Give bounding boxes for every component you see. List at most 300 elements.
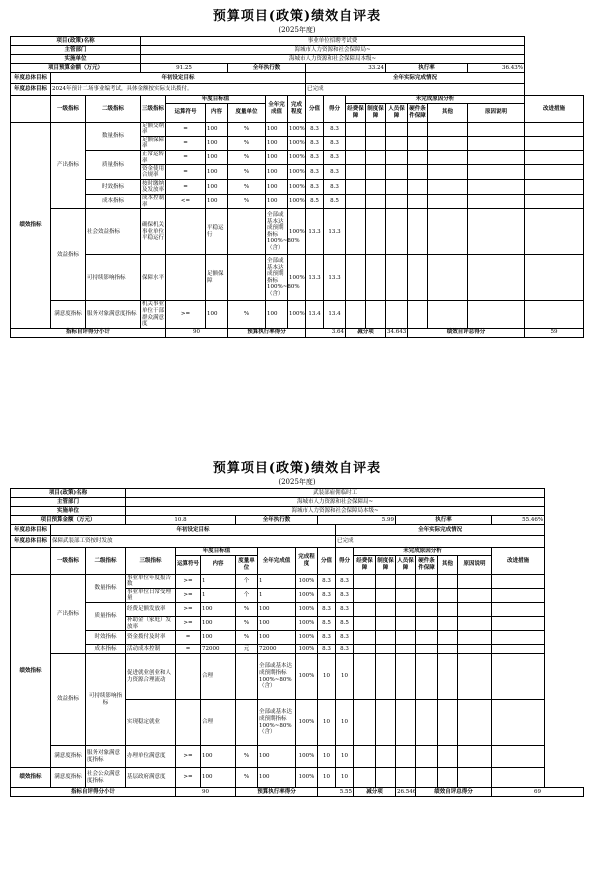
label-total: 绩效自评总得分 xyxy=(408,328,525,337)
empty-cell xyxy=(468,255,525,301)
get-cell: 13.4 xyxy=(324,301,346,328)
empty-cell xyxy=(525,301,584,328)
content-cell: 100 xyxy=(206,122,228,136)
label-perf: 绩效指标 xyxy=(11,574,51,768)
value-cell: 100 xyxy=(258,602,296,616)
empty-cell xyxy=(396,654,416,700)
get-cell: 10 xyxy=(336,768,354,788)
empty-cell xyxy=(396,574,416,588)
label-exec: 全年执行数 xyxy=(228,64,306,73)
content-cell: 100 xyxy=(206,301,228,328)
deduct-value: 34.643 xyxy=(387,329,407,336)
empty-cell xyxy=(366,255,386,301)
degree-cell: 100% xyxy=(296,588,318,602)
exec-value: 5.99 xyxy=(318,516,396,525)
value-cell: 100 xyxy=(266,195,288,209)
l3-cell: 足额保障率 xyxy=(142,136,165,150)
unit-cell: % xyxy=(228,165,266,180)
score-cell: 8.3 xyxy=(318,602,336,616)
empty-cell xyxy=(492,654,545,700)
op-cell: = xyxy=(176,631,201,645)
label-perf: 绩效指标 xyxy=(11,122,51,328)
unit-cell: % xyxy=(236,768,258,788)
empty-cell xyxy=(458,616,492,630)
content-cell: 100 xyxy=(206,180,228,195)
empty-cell xyxy=(376,746,396,768)
empty-cell xyxy=(354,700,376,746)
empty-cell xyxy=(458,602,492,616)
label-exec-score: 预算执行率得分 xyxy=(228,328,306,337)
empty-cell xyxy=(428,150,468,164)
unit-cell xyxy=(236,700,258,746)
empty-cell xyxy=(346,255,366,301)
dept: 海城市人力资源和社会保障局~ xyxy=(126,498,545,507)
empty-cell xyxy=(428,255,468,301)
empty-cell xyxy=(408,165,428,180)
empty-cell xyxy=(468,122,525,136)
empty-cell xyxy=(468,150,525,164)
empty-cell xyxy=(376,616,396,630)
empty-cell xyxy=(346,150,366,164)
label-init-goal: 年初设定目标 xyxy=(51,525,336,536)
empty-cell xyxy=(468,136,525,150)
empty-cell xyxy=(396,746,416,768)
score-cell: 8.3 xyxy=(318,588,336,602)
empty-cell xyxy=(346,209,366,255)
content-cell: 100 xyxy=(206,136,228,150)
l2-cell: 社会公众满意度指标 xyxy=(86,768,126,788)
op-cell xyxy=(166,209,206,255)
label-exec-score: 预算执行率得分 xyxy=(236,788,318,797)
empty-cell xyxy=(354,588,376,602)
empty-cell xyxy=(408,255,428,301)
l1-sat: 满意度指标 xyxy=(51,746,86,768)
empty-cell xyxy=(346,122,366,136)
score-cell: 8.3 xyxy=(306,165,324,180)
empty-cell xyxy=(366,165,386,180)
value-cell: 全部或基本达成预期指标100%~80%（含） xyxy=(266,209,288,255)
value-cell: 100 xyxy=(266,165,288,180)
content-cell: 100 xyxy=(201,631,236,645)
empty-cell xyxy=(428,180,468,195)
empty-cell xyxy=(492,574,545,588)
actual-text: 已完成 xyxy=(306,84,525,96)
empty-cell xyxy=(354,768,376,788)
get-cell: 8.3 xyxy=(324,180,346,195)
degree-cell: 100% xyxy=(288,165,306,180)
empty-cell xyxy=(386,255,408,301)
exec-score-value: 3.64 xyxy=(306,328,346,337)
unit-cell: % xyxy=(228,301,266,328)
l1-effect: 效益指标 xyxy=(51,654,86,746)
l1-output: 产出指标 xyxy=(51,574,86,654)
l1-sat: 满意度指标 xyxy=(51,301,86,328)
header-lvl1: 一级指标 xyxy=(51,548,86,575)
score-cell: 8.3 xyxy=(318,574,336,588)
total-value: 59 xyxy=(525,328,584,337)
empty-cell xyxy=(386,122,408,136)
l3-cell: 资金使用合规率 xyxy=(142,165,165,179)
evaluation-sheet-2 xyxy=(10,460,584,797)
label-actual: 全年实际完成情况 xyxy=(336,525,545,536)
label-init-goal: 年初设定目标 xyxy=(51,73,306,84)
get-cell: 8.3 xyxy=(336,631,354,645)
empty-cell xyxy=(468,165,525,180)
unit-cell: % xyxy=(228,122,266,136)
unit-cell: % xyxy=(236,631,258,645)
get-cell: 8.3 xyxy=(336,588,354,602)
empty-cell xyxy=(396,602,416,616)
op-cell: = xyxy=(166,150,206,164)
label-subtotal: 指标自评得分小计 xyxy=(11,328,166,337)
degree-cell: 100% xyxy=(288,150,306,164)
l2-cell: 质量指标 xyxy=(86,150,141,179)
score-cell: 8.3 xyxy=(306,150,324,164)
empty-cell xyxy=(396,645,416,654)
l3-cell: 足额交纳率 xyxy=(142,122,165,136)
l3-cell: 事业单位日常受理量 xyxy=(126,588,176,602)
empty-cell xyxy=(408,209,428,255)
empty-cell xyxy=(386,195,408,209)
header-degree: 完成程度 xyxy=(288,96,306,123)
value-cell: 100 xyxy=(266,150,288,164)
header-r3: 人员保障 xyxy=(386,103,408,122)
score-cell: 13.4 xyxy=(306,301,324,328)
empty-cell xyxy=(458,654,492,700)
score-cell: 10 xyxy=(318,746,336,768)
empty-cell xyxy=(438,746,458,768)
empty-cell xyxy=(416,654,438,700)
empty-cell xyxy=(346,165,366,180)
empty-cell xyxy=(408,301,428,328)
empty-cell xyxy=(346,180,366,195)
l3-cell: 按时缴纳及发放率 xyxy=(142,180,165,194)
empty-cell xyxy=(396,768,416,788)
header-degree: 完成程度 xyxy=(296,548,318,575)
evaluation-sheet-1 xyxy=(10,8,584,338)
content-cell: 合理 xyxy=(201,700,236,746)
empty-cell xyxy=(438,700,458,746)
header-lvl3: 三级指标 xyxy=(126,548,176,575)
score-cell: 10 xyxy=(318,654,336,700)
label-budget: 项目预算金额（万元） xyxy=(11,64,141,73)
empty-cell xyxy=(416,645,438,654)
empty-cell xyxy=(386,165,408,180)
header-target: 年度目标值 xyxy=(176,548,258,556)
empty-cell xyxy=(408,180,428,195)
empty-cell xyxy=(366,136,386,150)
degree-cell: 100% xyxy=(288,301,306,328)
label-project-name: 项目(政策)名称 xyxy=(11,37,141,46)
l3-cell: 补助金（家庭）发放率 xyxy=(126,616,176,630)
l2-cell: 成本指标 xyxy=(86,195,141,209)
op-cell: = xyxy=(176,645,201,654)
op-cell: >= xyxy=(176,574,201,588)
label-dept: 主管部门 xyxy=(11,46,141,55)
label-unit: 实施单位 xyxy=(11,55,141,64)
l2-cell: 社会效益指标 xyxy=(86,209,141,255)
rate-value: 36.43% xyxy=(468,64,525,73)
header-r1: 经费保障 xyxy=(346,103,366,122)
l1-sat-2: 满意度指标 xyxy=(51,768,86,788)
empty-cell xyxy=(354,574,376,588)
header-full: 全年完成值 xyxy=(266,96,288,123)
empty-cell xyxy=(408,136,428,150)
score-cell: 8.3 xyxy=(306,136,324,150)
degree-cell: 100% xyxy=(296,700,318,746)
l3-cell: 实现稳定就业 xyxy=(126,700,176,746)
l2-cell: 可持续影响指标 xyxy=(86,255,141,301)
unit-cell: % xyxy=(236,616,258,630)
degree-cell: 100% xyxy=(296,631,318,645)
header-r4: 硬件条件保障 xyxy=(416,555,438,574)
header-r2: 制度保障 xyxy=(376,555,396,574)
l3-cell: 办理单位满意度 xyxy=(126,746,176,768)
empty-cell xyxy=(408,195,428,209)
label-goal-2: 年度总体目标 xyxy=(11,536,51,548)
budget-value: 91.25 xyxy=(141,64,228,73)
value-cell: 100 xyxy=(266,136,288,150)
degree-cell: 100% xyxy=(288,195,306,209)
exec-value: 33.24 xyxy=(306,64,386,73)
empty-cell xyxy=(428,301,468,328)
total-value: 69 xyxy=(492,788,584,797)
score-cell: 8.3 xyxy=(318,645,336,654)
unit: 海城市人力资源和社会保障局本级~ xyxy=(141,55,525,64)
unit-cell: 个 xyxy=(236,574,258,588)
empty-cell xyxy=(396,631,416,645)
value-cell: 100 xyxy=(258,616,296,630)
empty-cell xyxy=(492,616,545,630)
empty-cell xyxy=(354,654,376,700)
l3-cell: 基层政府满意度 xyxy=(126,768,176,788)
empty-cell xyxy=(354,645,376,654)
l3-cell: 经费足额发放率 xyxy=(126,602,176,616)
header-content: 内容 xyxy=(206,103,228,122)
empty-cell xyxy=(376,700,396,746)
get-cell: 8.5 xyxy=(324,195,346,209)
header-improve: 改进措施 xyxy=(492,548,545,575)
sheet-title: 预算项目(政策)绩效自评表 xyxy=(212,461,382,476)
empty-cell xyxy=(366,150,386,164)
empty-cell xyxy=(428,209,468,255)
empty-cell xyxy=(366,209,386,255)
empty-cell xyxy=(458,574,492,588)
label-subtotal: 指标自评得分小计 xyxy=(11,788,176,797)
evaluation-table xyxy=(10,36,584,338)
l3-cell: 正常运转率 xyxy=(142,150,165,164)
empty-cell xyxy=(354,631,376,645)
l1-output: 产出指标 xyxy=(51,122,86,209)
l3-cell: 促进就业创业和人力资源合理流动 xyxy=(126,654,176,700)
l3-cell: 成本控制率 xyxy=(142,195,165,208)
empty-cell xyxy=(376,602,396,616)
empty-cell xyxy=(386,301,408,328)
op-cell: = xyxy=(166,122,206,136)
empty-cell xyxy=(408,150,428,164)
degree-cell: 100% xyxy=(288,255,306,301)
empty-cell xyxy=(354,602,376,616)
evaluation-table xyxy=(10,488,584,797)
empty-cell xyxy=(376,588,396,602)
op-cell xyxy=(166,255,206,301)
content-cell: 100 xyxy=(201,616,236,630)
get-cell: 8.3 xyxy=(324,136,346,150)
unit-cell xyxy=(228,255,266,301)
empty-cell xyxy=(376,645,396,654)
empty-cell xyxy=(366,301,386,328)
empty-cell xyxy=(458,700,492,746)
subtotal-value: 90 xyxy=(176,788,236,797)
empty-cell xyxy=(492,746,545,768)
empty-cell xyxy=(438,654,458,700)
content-cell: 100 xyxy=(201,768,236,788)
empty-cell xyxy=(428,165,468,180)
op-cell xyxy=(176,700,201,746)
header-score: 分值 xyxy=(318,548,336,575)
value-cell: 100 xyxy=(258,631,296,645)
empty-cell xyxy=(458,631,492,645)
l2-cell: 服务对象满意度指标 xyxy=(86,301,141,328)
score-cell: 13.3 xyxy=(306,255,324,301)
label-dept: 主管部门 xyxy=(11,498,126,507)
empty-cell xyxy=(428,122,468,136)
empty-cell xyxy=(416,588,438,602)
header-unit: 度量单位 xyxy=(228,103,266,122)
empty-cell xyxy=(346,195,366,209)
get-cell: 13.3 xyxy=(324,255,346,301)
value-cell: 100 xyxy=(258,746,296,768)
empty-cell xyxy=(416,602,438,616)
empty-cell xyxy=(468,180,525,195)
label-perf-2: 绩效指标 xyxy=(11,768,51,788)
empty-cell xyxy=(354,616,376,630)
value-cell: 100 xyxy=(266,301,288,328)
l2-cell: 时效指标 xyxy=(86,631,126,645)
header-improve: 改进措施 xyxy=(525,96,584,123)
header-score: 分值 xyxy=(306,96,324,123)
empty-cell xyxy=(416,700,438,746)
deduct-value: 26.546 xyxy=(397,788,417,795)
header-r6: 原因说明 xyxy=(468,103,525,122)
degree-cell: 100% xyxy=(288,209,306,255)
empty-cell xyxy=(416,616,438,630)
value-cell: 全部或基本达成预期指标100%~80%（含） xyxy=(258,700,296,746)
degree-cell: 100% xyxy=(296,645,318,654)
op-cell: >= xyxy=(166,301,206,328)
degree-cell: 100% xyxy=(288,180,306,195)
empty-cell xyxy=(525,255,584,301)
unit-cell: % xyxy=(228,195,266,209)
l2-cell: 可持续影响指标 xyxy=(86,654,126,746)
op-cell: >= xyxy=(176,768,201,788)
value-cell: 72000 xyxy=(258,645,296,654)
content-cell: 平稳运行 xyxy=(206,209,228,255)
get-cell: 13.3 xyxy=(324,209,346,255)
unit-cell: % xyxy=(236,602,258,616)
unit: 海城市人力资源和社会保障局本级~ xyxy=(126,507,545,516)
header-lvl2: 二级指标 xyxy=(86,548,126,575)
empty-cell xyxy=(492,768,545,788)
header-content: 内容 xyxy=(201,555,236,574)
l3-cell: 资金拨付及时率 xyxy=(126,631,176,645)
empty-cell xyxy=(492,645,545,654)
empty-cell xyxy=(525,209,584,255)
exec-score-value: 5.55 xyxy=(318,788,354,797)
op-cell: >= xyxy=(176,746,201,768)
empty-cell xyxy=(468,195,525,209)
header-full: 全年完成值 xyxy=(258,548,296,575)
score-cell: 8.5 xyxy=(306,195,324,209)
l2-cell: 数量指标 xyxy=(86,574,126,602)
empty-cell xyxy=(468,301,525,328)
empty-cell xyxy=(376,768,396,788)
unit-cell: % xyxy=(228,180,266,195)
empty-cell xyxy=(525,136,584,150)
header-op: 运算符号 xyxy=(166,103,206,122)
value-cell: 1 xyxy=(258,588,296,602)
degree-cell: 100% xyxy=(296,654,318,700)
header-uncompleted: 未完成原因分析 xyxy=(346,96,525,104)
header-lvl1: 一级指标 xyxy=(51,96,86,123)
empty-cell xyxy=(438,588,458,602)
label-exec: 全年执行数 xyxy=(236,516,318,525)
sheet-title: 预算项目(政策)绩效自评表 xyxy=(212,9,382,24)
header-lvl2: 二级指标 xyxy=(86,96,141,123)
header-r1: 经费保障 xyxy=(354,555,376,574)
empty-cell xyxy=(396,616,416,630)
l3-cell: 事业单位年度报告数 xyxy=(126,574,176,588)
budget-value: 10.8 xyxy=(126,516,236,525)
label-total: 绩效自评总得分 xyxy=(416,788,492,797)
header-r5: 其他 xyxy=(438,555,458,574)
empty-cell xyxy=(366,195,386,209)
op-cell: >= xyxy=(176,616,201,630)
degree-cell: 100% xyxy=(296,602,318,616)
degree-cell: 100% xyxy=(288,136,306,150)
header-get: 得分 xyxy=(336,548,354,575)
label-goal-2: 年度总体目标 xyxy=(11,84,51,96)
empty-cell xyxy=(416,574,438,588)
op-cell: = xyxy=(166,165,206,180)
empty-cell xyxy=(366,180,386,195)
score-cell: 10 xyxy=(318,768,336,788)
rate-value: 55.46% xyxy=(492,516,545,525)
degree-cell: 100% xyxy=(296,768,318,788)
goal-text: 2024年预计二场事业编考试，具体金额按实际支出拨付。 xyxy=(51,84,306,96)
empty-cell xyxy=(525,180,584,195)
get-cell: 8.3 xyxy=(324,150,346,164)
get-cell: 10 xyxy=(336,746,354,768)
empty-cell xyxy=(438,768,458,788)
empty-cell xyxy=(458,645,492,654)
header-lvl3: 三级指标 xyxy=(141,96,166,123)
empty-cell xyxy=(386,209,408,255)
l3-cell: 确保机关事业单位平稳运行 xyxy=(141,209,166,255)
l2-cell: 服务对象满意度指标 xyxy=(86,746,126,768)
empty-cell xyxy=(492,588,545,602)
header-r3: 人员保障 xyxy=(396,555,416,574)
get-cell: 10 xyxy=(336,700,354,746)
content-cell: 100 xyxy=(206,195,228,209)
score-cell: 8.3 xyxy=(306,180,324,195)
value-cell: 1 xyxy=(258,574,296,588)
header-r4: 硬件条件保障 xyxy=(408,103,428,122)
header-get: 得分 xyxy=(324,96,346,123)
empty-cell xyxy=(525,165,584,180)
label-project-name: 项目(政策)名称 xyxy=(11,489,126,498)
get-cell: 8.3 xyxy=(336,645,354,654)
